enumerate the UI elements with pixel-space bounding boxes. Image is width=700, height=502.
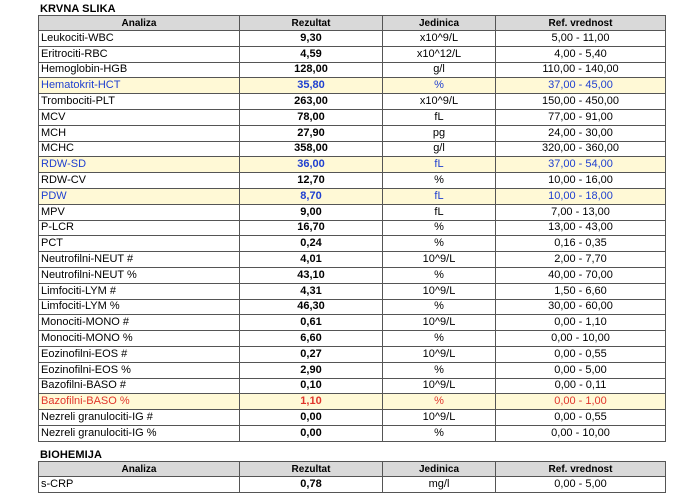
result-value: 4,01 bbox=[240, 252, 383, 268]
table-row bbox=[39, 267, 666, 283]
krvna-slika-table bbox=[38, 15, 666, 442]
reference-range: 24,00 - 30,00 bbox=[496, 125, 666, 141]
table-row bbox=[39, 394, 666, 410]
table-row bbox=[39, 252, 666, 268]
analysis-name: Hematokrit-HCT bbox=[39, 78, 240, 94]
analysis-name: Monociti-MONO % bbox=[39, 331, 240, 347]
header-jedinica: Jedinica bbox=[383, 16, 496, 31]
result-value: 46,30 bbox=[240, 299, 383, 315]
unit-cell: % bbox=[383, 220, 496, 236]
analysis-name: Hemoglobin-HGB bbox=[39, 62, 240, 78]
header-analiza: Analiza bbox=[39, 462, 240, 477]
table-row bbox=[39, 425, 666, 441]
result-value: 12,70 bbox=[240, 173, 383, 189]
result-value: 4,31 bbox=[240, 283, 383, 299]
result-value: 27,90 bbox=[240, 125, 383, 141]
reference-range: 320,00 - 360,00 bbox=[496, 141, 666, 157]
result-value: 358,00 bbox=[240, 141, 383, 157]
table-row bbox=[39, 31, 666, 47]
reference-range: 5,00 - 11,00 bbox=[496, 31, 666, 47]
biohemija-table bbox=[38, 461, 666, 493]
reference-range: 0,00 - 0,11 bbox=[496, 378, 666, 394]
table-row bbox=[39, 346, 666, 362]
analysis-name: RDW-SD bbox=[39, 157, 240, 173]
table-row bbox=[39, 141, 666, 157]
header-rezultat: Rezultat bbox=[240, 462, 383, 477]
table-row bbox=[39, 78, 666, 94]
analysis-name: MCHC bbox=[39, 141, 240, 157]
unit-cell: % bbox=[383, 331, 496, 347]
unit-cell: % bbox=[383, 425, 496, 441]
section-title-biohemija: BIOHEMIJA bbox=[40, 449, 103, 461]
analysis-name: PCT bbox=[39, 236, 240, 252]
unit-cell: % bbox=[383, 267, 496, 283]
header-ref-vrednost: Ref. vrednost bbox=[496, 462, 666, 477]
table-header-row bbox=[39, 16, 666, 31]
analysis-name: Leukociti-WBC bbox=[39, 31, 240, 47]
reference-range: 10,00 - 18,00 bbox=[496, 188, 666, 204]
analysis-name: Trombociti-PLT bbox=[39, 94, 240, 110]
reference-range: 10,00 - 16,00 bbox=[496, 173, 666, 189]
unit-cell: x10^12/L bbox=[383, 46, 496, 62]
unit-cell: 10^9/L bbox=[383, 410, 496, 426]
reference-range: 0,00 - 10,00 bbox=[496, 425, 666, 441]
header-jedinica: Jedinica bbox=[383, 462, 496, 477]
result-value: 8,70 bbox=[240, 188, 383, 204]
analysis-name: s-CRP bbox=[39, 477, 240, 493]
table-header-row bbox=[39, 462, 666, 477]
reference-range: 0,00 - 1,10 bbox=[496, 315, 666, 331]
unit-cell: pg bbox=[383, 125, 496, 141]
reference-range: 0,00 - 1,00 bbox=[496, 394, 666, 410]
analysis-name: Neutrofilni-NEUT % bbox=[39, 267, 240, 283]
unit-cell: % bbox=[383, 236, 496, 252]
reference-range: 37,00 - 45,00 bbox=[496, 78, 666, 94]
unit-cell: 10^9/L bbox=[383, 378, 496, 394]
result-value: 1,10 bbox=[240, 394, 383, 410]
analysis-name: RDW-CV bbox=[39, 173, 240, 189]
table-row bbox=[39, 477, 666, 493]
analysis-name: Eozinofilni-EOS # bbox=[39, 346, 240, 362]
table-row bbox=[39, 62, 666, 78]
reference-range: 2,00 - 7,70 bbox=[496, 252, 666, 268]
result-value: 0,10 bbox=[240, 378, 383, 394]
analysis-name: MPV bbox=[39, 204, 240, 220]
reference-range: 13,00 - 43,00 bbox=[496, 220, 666, 236]
analysis-name: Limfociti-LYM # bbox=[39, 283, 240, 299]
analysis-name: Bazofilni-BASO # bbox=[39, 378, 240, 394]
unit-cell: fL bbox=[383, 188, 496, 204]
unit-cell: 10^9/L bbox=[383, 315, 496, 331]
reference-range: 1,50 - 6,60 bbox=[496, 283, 666, 299]
table-row bbox=[39, 362, 666, 378]
result-value: 9,30 bbox=[240, 31, 383, 47]
result-value: 0,24 bbox=[240, 236, 383, 252]
result-value: 128,00 bbox=[240, 62, 383, 78]
result-value: 43,10 bbox=[240, 267, 383, 283]
result-value: 2,90 bbox=[240, 362, 383, 378]
reference-range: 40,00 - 70,00 bbox=[496, 267, 666, 283]
analysis-name: Limfociti-LYM % bbox=[39, 299, 240, 315]
result-value: 0,61 bbox=[240, 315, 383, 331]
unit-cell: 10^9/L bbox=[383, 252, 496, 268]
result-value: 4,59 bbox=[240, 46, 383, 62]
reference-range: 37,00 - 54,00 bbox=[496, 157, 666, 173]
table-row bbox=[39, 46, 666, 62]
reference-range: 0,00 - 5,00 bbox=[496, 362, 666, 378]
unit-cell: x10^9/L bbox=[383, 31, 496, 47]
reference-range: 0,00 - 10,00 bbox=[496, 331, 666, 347]
table-row bbox=[39, 299, 666, 315]
table-row bbox=[39, 157, 666, 173]
reference-range: 0,00 - 5,00 bbox=[496, 477, 666, 493]
table-row bbox=[39, 125, 666, 141]
result-value: 6,60 bbox=[240, 331, 383, 347]
reference-range: 7,00 - 13,00 bbox=[496, 204, 666, 220]
reference-range: 0,00 - 0,55 bbox=[496, 410, 666, 426]
table-row bbox=[39, 236, 666, 252]
result-value: 0,78 bbox=[240, 477, 383, 493]
analysis-name: Neutrofilni-NEUT # bbox=[39, 252, 240, 268]
unit-cell: g/l bbox=[383, 141, 496, 157]
table-row bbox=[39, 94, 666, 110]
result-value: 35,80 bbox=[240, 78, 383, 94]
reference-range: 30,00 - 60,00 bbox=[496, 299, 666, 315]
unit-cell: 10^9/L bbox=[383, 283, 496, 299]
unit-cell: % bbox=[383, 362, 496, 378]
unit-cell: % bbox=[383, 173, 496, 189]
analysis-name: PDW bbox=[39, 188, 240, 204]
reference-range: 0,00 - 0,55 bbox=[496, 346, 666, 362]
analysis-name: MCH bbox=[39, 125, 240, 141]
unit-cell: 10^9/L bbox=[383, 346, 496, 362]
analysis-name: P-LCR bbox=[39, 220, 240, 236]
analysis-name: MCV bbox=[39, 109, 240, 125]
table-row bbox=[39, 283, 666, 299]
result-value: 9,00 bbox=[240, 204, 383, 220]
analysis-name: Bazofilni-BASO % bbox=[39, 394, 240, 410]
analysis-name: Monociti-MONO # bbox=[39, 315, 240, 331]
header-rezultat: Rezultat bbox=[240, 16, 383, 31]
result-value: 0,27 bbox=[240, 346, 383, 362]
table-row bbox=[39, 315, 666, 331]
header-ref-vrednost: Ref. vrednost bbox=[496, 16, 666, 31]
result-value: 0,00 bbox=[240, 410, 383, 426]
table-row bbox=[39, 331, 666, 347]
reference-range: 77,00 - 91,00 bbox=[496, 109, 666, 125]
unit-cell: x10^9/L bbox=[383, 94, 496, 110]
unit-cell: % bbox=[383, 299, 496, 315]
unit-cell: fL bbox=[383, 204, 496, 220]
result-value: 0,00 bbox=[240, 425, 383, 441]
table-row bbox=[39, 109, 666, 125]
reference-range: 150,00 - 450,00 bbox=[496, 94, 666, 110]
result-value: 16,70 bbox=[240, 220, 383, 236]
table-row bbox=[39, 410, 666, 426]
section-title-krvna-slika: KRVNA SLIKA bbox=[40, 3, 116, 15]
analysis-name: Nezreli granulociti-IG % bbox=[39, 425, 240, 441]
analysis-name: Eozinofilni-EOS % bbox=[39, 362, 240, 378]
analysis-name: Nezreli granulociti-IG # bbox=[39, 410, 240, 426]
table-row bbox=[39, 188, 666, 204]
unit-cell: mg/l bbox=[383, 477, 496, 493]
result-value: 263,00 bbox=[240, 94, 383, 110]
unit-cell: g/l bbox=[383, 62, 496, 78]
result-value: 78,00 bbox=[240, 109, 383, 125]
unit-cell: % bbox=[383, 78, 496, 94]
table-row bbox=[39, 173, 666, 189]
result-value: 36,00 bbox=[240, 157, 383, 173]
reference-range: 0,16 - 0,35 bbox=[496, 236, 666, 252]
table-row bbox=[39, 204, 666, 220]
unit-cell: fL bbox=[383, 157, 496, 173]
table-row bbox=[39, 378, 666, 394]
analysis-name: Eritrociti-RBC bbox=[39, 46, 240, 62]
reference-range: 110,00 - 140,00 bbox=[496, 62, 666, 78]
header-analiza: Analiza bbox=[39, 16, 240, 31]
reference-range: 4,00 - 5,40 bbox=[496, 46, 666, 62]
unit-cell: % bbox=[383, 394, 496, 410]
table-row bbox=[39, 220, 666, 236]
unit-cell: fL bbox=[383, 109, 496, 125]
